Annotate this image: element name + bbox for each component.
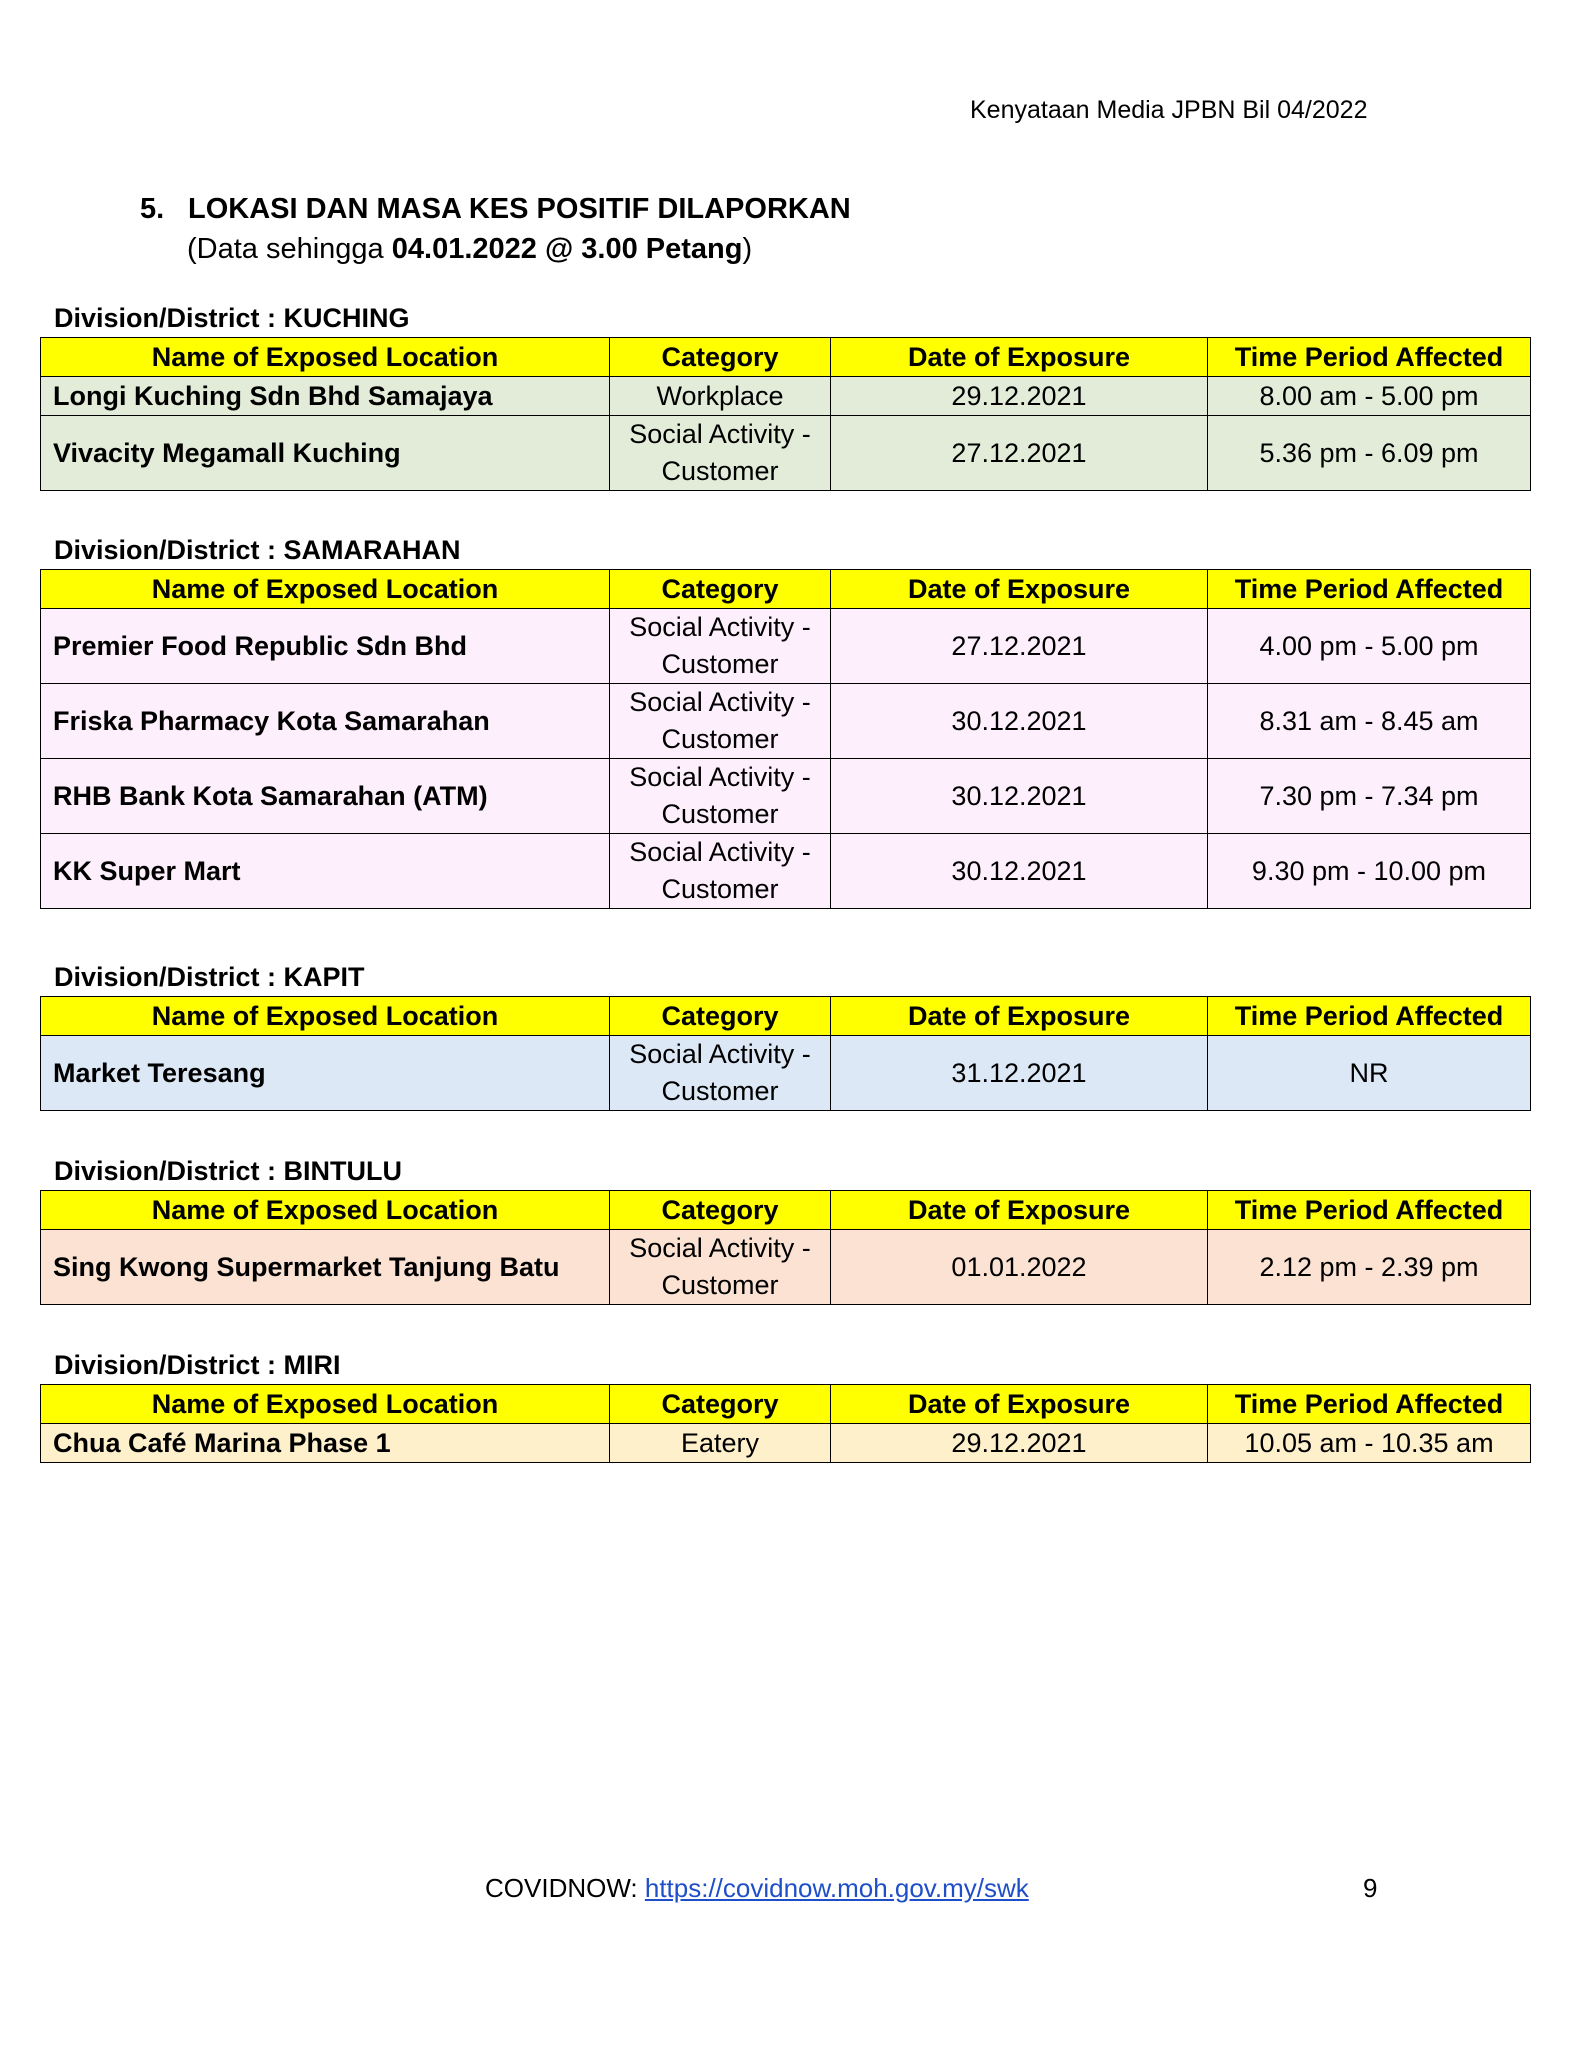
district-label: Division/District : BINTULU	[54, 1156, 403, 1186]
category-line: Customer	[661, 1076, 779, 1106]
cell-date: 30.12.2021	[831, 834, 1208, 909]
table-header-row	[41, 997, 1531, 1036]
cell-category	[610, 416, 831, 491]
cell-time: 2.12 pm - 2.39 pm	[1208, 1230, 1531, 1305]
table-row	[41, 834, 1531, 909]
category-line: Customer	[661, 799, 779, 829]
category-line: Customer	[661, 1270, 779, 1300]
cell-time: 7.30 pm - 7.34 pm	[1208, 759, 1531, 834]
cell-location: Friska Pharmacy Kota Samarahan	[41, 684, 610, 759]
col-header-category: Category	[610, 1191, 831, 1230]
cell-category	[610, 759, 831, 834]
district-kapit	[40, 958, 1540, 1111]
cell-date: 29.12.2021	[831, 1424, 1208, 1463]
cell-location: Sing Kwong Supermarket Tanjung Batu	[41, 1230, 610, 1305]
col-header-time: Time Period Affected	[1208, 1385, 1531, 1424]
col-header-time: Time Period Affected	[1208, 1191, 1531, 1230]
cell-category	[610, 1230, 831, 1305]
col-header-category: Category	[610, 570, 831, 609]
cell-date: 01.01.2022	[831, 1230, 1208, 1305]
cell-category	[610, 834, 831, 909]
category-line: Social Activity -	[629, 837, 811, 867]
cell-date: 29.12.2021	[831, 377, 1208, 416]
district-bintulu	[40, 1152, 1540, 1305]
cell-time: 8.00 am - 5.00 pm	[1208, 377, 1531, 416]
cell-date: 31.12.2021	[831, 1036, 1208, 1111]
table-header-row	[41, 570, 1531, 609]
cell-category	[610, 1424, 831, 1463]
district-label: Division/District : SAMARAHAN	[54, 535, 461, 565]
table-header-row	[41, 338, 1531, 377]
col-header-location: Name of Exposed Location	[41, 997, 610, 1036]
exposure-table-miri	[40, 1384, 1531, 1463]
col-header-time: Time Period Affected	[1208, 997, 1531, 1036]
category-line: Customer	[661, 874, 779, 904]
category-line: Social Activity -	[629, 419, 811, 449]
cell-time: 9.30 pm - 10.00 pm	[1208, 834, 1531, 909]
cell-time: 5.36 pm - 6.09 pm	[1208, 416, 1531, 491]
covidnow-link[interactable]: https://covidnow.moh.gov.my/swk	[644, 1873, 1029, 1903]
col-header-date: Date of Exposure	[831, 570, 1208, 609]
table-row	[41, 416, 1531, 491]
district-miri	[40, 1346, 1540, 1463]
col-header-date: Date of Exposure	[831, 1385, 1208, 1424]
cell-location: Premier Food Republic Sdn Bhd	[41, 609, 610, 684]
table-header-row	[41, 1385, 1531, 1424]
table-row	[41, 1424, 1531, 1463]
category-line: Social Activity -	[629, 687, 811, 717]
table-row	[41, 1230, 1531, 1305]
footer-prefix: COVIDNOW:	[485, 1873, 645, 1903]
category-line: Customer	[661, 724, 779, 754]
table-row	[41, 684, 1531, 759]
cell-date: 27.12.2021	[831, 416, 1208, 491]
document-reference: Kenyataan Media JPBN Bil 04/2022	[970, 96, 1368, 124]
exposure-table-bintulu	[40, 1190, 1531, 1305]
district-samarahan	[40, 531, 1540, 909]
cell-category	[610, 609, 831, 684]
category-line: Workplace	[656, 380, 784, 411]
exposure-table-kapit	[40, 996, 1531, 1111]
cell-time: 4.00 pm - 5.00 pm	[1208, 609, 1531, 684]
cell-category	[610, 1036, 831, 1111]
section-number: 5.	[140, 193, 165, 225]
col-header-location: Name of Exposed Location	[41, 338, 610, 377]
table-row	[41, 1036, 1531, 1111]
category-line: Customer	[661, 456, 779, 486]
district-label: Division/District : KUCHING	[54, 303, 410, 333]
cell-date: 27.12.2021	[831, 609, 1208, 684]
cell-date: 30.12.2021	[831, 759, 1208, 834]
category-line: Social Activity -	[629, 1233, 811, 1263]
col-header-time: Time Period Affected	[1208, 338, 1531, 377]
col-header-date: Date of Exposure	[831, 338, 1208, 377]
category-line: Eatery	[680, 1427, 760, 1458]
category-line: Customer	[661, 649, 779, 679]
table-header-row	[41, 1191, 1531, 1230]
cell-category	[610, 377, 831, 416]
subtitle-close: )	[742, 233, 753, 265]
col-header-date: Date of Exposure	[831, 1191, 1208, 1230]
cell-location: RHB Bank Kota Samarahan (ATM)	[41, 759, 610, 834]
cell-time: 10.05 am - 10.35 am	[1208, 1424, 1531, 1463]
exposure-table-samarahan	[40, 569, 1531, 909]
cell-category	[610, 684, 831, 759]
cell-location: Vivacity Megamall Kuching	[41, 416, 610, 491]
subtitle-datetime: 04.01.2022 @ 3.00 Petang	[391, 233, 743, 265]
col-header-category: Category	[610, 1385, 831, 1424]
page-number: 9	[1363, 1873, 1378, 1903]
subtitle-open: (Data sehingga	[187, 233, 392, 265]
cell-time: NR	[1208, 1036, 1531, 1111]
table-row	[41, 609, 1531, 684]
district-kuching	[40, 299, 1540, 491]
cell-location: Market Teresang	[41, 1036, 610, 1111]
table-row	[41, 759, 1531, 834]
col-header-location: Name of Exposed Location	[41, 1385, 610, 1424]
category-line: Social Activity -	[629, 1039, 811, 1069]
col-header-date: Date of Exposure	[831, 997, 1208, 1036]
section-title-text: LOKASI DAN MASA KES POSITIF DILAPORKAN	[188, 193, 851, 225]
category-line: Social Activity -	[629, 612, 811, 642]
cell-location: KK Super Mart	[41, 834, 610, 909]
col-header-time: Time Period Affected	[1208, 570, 1531, 609]
table-row	[41, 377, 1531, 416]
footer	[485, 1873, 1029, 1904]
section-title	[140, 193, 851, 226]
exposure-table-kuching	[40, 337, 1531, 491]
district-label: Division/District : KAPIT	[54, 962, 365, 992]
col-header-location: Name of Exposed Location	[41, 1191, 610, 1230]
col-header-category: Category	[610, 338, 831, 377]
section-subtitle	[187, 233, 752, 266]
cell-location: Chua Café Marina Phase 1	[41, 1424, 610, 1463]
cell-time: 8.31 am - 8.45 am	[1208, 684, 1531, 759]
col-header-category: Category	[610, 997, 831, 1036]
cell-location: Longi Kuching Sdn Bhd Samajaya	[41, 377, 610, 416]
category-line: Social Activity -	[629, 762, 811, 792]
district-label: Division/District : MIRI	[54, 1350, 341, 1380]
cell-date: 30.12.2021	[831, 684, 1208, 759]
col-header-location: Name of Exposed Location	[41, 570, 610, 609]
